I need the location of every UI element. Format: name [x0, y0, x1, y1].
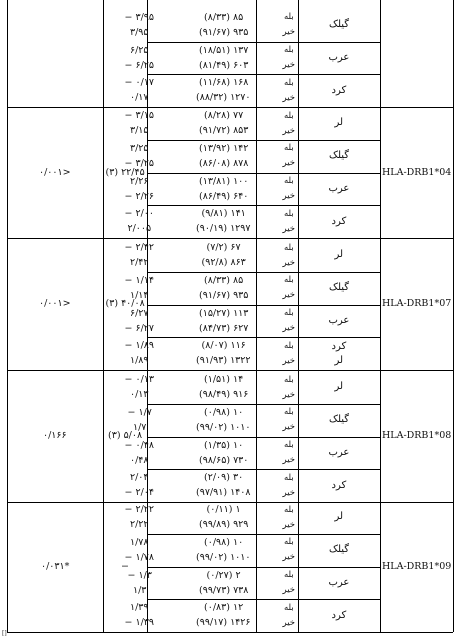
- residual-value: ۲/۲۶: [130, 175, 149, 187]
- count-cell: ۱۰۱۰ (۹۹/۰۲): [196, 551, 251, 563]
- count-cell: ۲ (۰/۲۷): [206, 569, 241, 581]
- residual-value: ۰/۴۸ −: [124, 439, 154, 451]
- residual-value: ۲/۲۲ −: [124, 504, 154, 515]
- group-rule: [147, 337, 380, 338]
- count-cell: ۱۳۲۲ (۹۱/۹۳): [196, 355, 251, 367]
- block-rule: [7, 238, 453, 239]
- count-cell: ۷۷ (۸/۲۸): [204, 110, 244, 121]
- answer-label: خیر: [282, 617, 296, 628]
- column-rule: [7, 0, 8, 632]
- answer-label: خیر: [282, 60, 296, 70]
- block-rule: [7, 107, 453, 108]
- count-cell: ۶۷ (۷/۲): [206, 242, 241, 253]
- answer-label: بله: [284, 12, 294, 23]
- count-cell: ۶۰۳ (۸۱/۴۹): [199, 59, 249, 71]
- residual-value: ۲/۲۲: [130, 519, 149, 530]
- chi-square-value: ۵/۰۸ (۳): [108, 430, 143, 441]
- ethnic-label: لر: [334, 117, 344, 129]
- residual-value: ۲/۴۲ −: [124, 242, 154, 253]
- answer-label: بله: [284, 242, 294, 253]
- answer-label: بله: [284, 570, 294, 580]
- residual-value: ۶/۲۵: [130, 44, 149, 56]
- group-rule: [147, 437, 380, 438]
- group-rule: [147, 74, 380, 75]
- answer-label: خیر: [282, 27, 296, 38]
- block-rule: [7, 502, 453, 503]
- ethnic-label: گیلک: [329, 150, 350, 162]
- count-cell: ۱۰ (۰/۹۸): [204, 536, 244, 548]
- answer-label: بله: [284, 143, 294, 154]
- column-rule: [380, 0, 381, 632]
- answer-label: بله: [284, 537, 294, 548]
- count-cell: ۱۶۸ (۱۱/۶۸): [199, 77, 249, 89]
- answer-label: بله: [284, 504, 294, 515]
- block-rule: [7, 632, 453, 633]
- count-cell: ۹۳۵ (۹۱/۶۷): [199, 289, 249, 301]
- answer-label: خیر: [282, 323, 296, 333]
- residual-value: ۳/۹۵ −: [124, 11, 154, 23]
- answer-label: بله: [284, 340, 294, 351]
- count-cell: ۶۴۰ (۸۶/۴۹): [199, 190, 249, 202]
- residual-value: ۱/۷۸ −: [124, 551, 154, 563]
- column-rule: [453, 0, 454, 632]
- residual-value: ۳/۲۵: [130, 142, 149, 154]
- p-value: <۰/۰۰۱: [39, 298, 71, 309]
- residual-value: ۱/۷۸: [130, 536, 149, 548]
- answer-label: بله: [284, 602, 294, 613]
- answer-label: بله: [284, 407, 294, 418]
- residual-value: ۱/۳ −: [127, 569, 152, 581]
- count-cell: ۸۶۳ (۹۲/۸): [201, 257, 246, 268]
- p-value: ۰/۱۶۶: [43, 430, 67, 441]
- answer-label: خیر: [282, 158, 296, 169]
- answer-label: خیر: [282, 585, 296, 595]
- column-rule: [256, 0, 257, 632]
- residual-value: ۰/۱۷: [130, 92, 149, 104]
- residual-value: ۱/۳: [133, 584, 147, 596]
- answer-label: بله: [284, 472, 294, 483]
- allele-label: HLA-DRB1*08: [382, 430, 452, 441]
- residual-value: ۰/۱۷ −: [124, 77, 154, 89]
- answer-label: بله: [284, 440, 294, 450]
- residual-value: ۱/۱۴ −: [124, 274, 154, 286]
- count-cell: ۷۳۸ (۹۹/۷۳): [199, 584, 249, 596]
- count-cell: ۱۱۳ (۱۵/۲۷): [199, 307, 249, 319]
- count-cell: ۸۵ (۸/۳۳): [204, 11, 244, 23]
- count-cell: ۷۳۰ (۹۸/۶۵): [199, 454, 249, 466]
- count-cell: ۱۴ (۱/۵۱): [204, 374, 244, 385]
- answer-label: خیر: [282, 257, 296, 268]
- answer-label: خیر: [282, 191, 296, 201]
- p-value: *۰/۰۳۱: [41, 561, 70, 572]
- residual-value: ۱/۳۹: [130, 602, 149, 614]
- count-cell: ۱۲ (۰/۸۳): [204, 602, 244, 614]
- residual-value: ۶/۲۷ −: [124, 322, 154, 334]
- count-cell: ۱۳۷ (۱۸/۵۱): [199, 44, 249, 56]
- ethnic-label: عرب: [328, 576, 350, 588]
- residual-value: ۱/۷ −: [127, 406, 152, 418]
- ethnic-label: کرد: [331, 215, 347, 227]
- answer-label: بله: [284, 208, 294, 219]
- chi-square-value: −: [121, 561, 129, 572]
- group-rule: [147, 272, 380, 273]
- residual-value: ۲/۲۶ −: [124, 190, 154, 202]
- residual-value: ۱/۱۴: [130, 289, 149, 301]
- ethnic-label: کرد: [331, 84, 347, 96]
- residual-value: ۶/۲۵ −: [124, 59, 154, 71]
- group-rule: [147, 305, 380, 306]
- residual-value: ۳/۱۵ −: [124, 110, 154, 121]
- count-cell: ۱۰۱۰ (۹۹/۰۲): [196, 421, 251, 433]
- ethnic-label: گیلک: [329, 544, 350, 556]
- count-cell: ۳۰ (۲/۰۹): [204, 472, 244, 484]
- answer-label: بله: [284, 275, 294, 286]
- ethnic-label: لر: [334, 355, 344, 367]
- count-cell: ۱۴۲۶ (۹۹/۱۷): [196, 617, 251, 629]
- ethnic-label: عرب: [328, 446, 350, 458]
- count-cell: ۱۰۰ (۱۳/۸۱): [199, 175, 249, 187]
- residual-value: ۲/۰۰ −: [124, 208, 154, 220]
- count-cell: ۱۴۰۸ (۹۷/۹۱): [196, 487, 251, 499]
- answer-label: خیر: [282, 455, 296, 465]
- count-cell: ۶۲۷ (۸۴/۷۳): [199, 322, 249, 334]
- ethnic-label: عرب: [328, 314, 350, 326]
- group-rule: [147, 140, 380, 141]
- ethnic-label: لر: [334, 249, 344, 261]
- group-rule: [147, 42, 380, 43]
- residual-value: ۰/۴۸: [130, 454, 149, 466]
- count-cell: ۱۴۱ (۹/۸۱): [201, 208, 246, 220]
- residual-value: ۱/۸۹: [130, 355, 149, 367]
- answer-label: خیر: [282, 290, 296, 301]
- residual-value: ۳/۲۵ −: [124, 157, 154, 169]
- genotype-table: [7, 0, 453, 632]
- residual-value: ۲/۴۲: [130, 257, 149, 268]
- count-cell: ۹۲۹ (۹۹/۸۹): [199, 519, 249, 530]
- count-cell: ۱۰ (۱/۳۵): [204, 439, 244, 451]
- answer-label: خیر: [282, 519, 296, 530]
- ethnic-label: کرد: [331, 341, 347, 353]
- answer-label: بله: [284, 374, 294, 385]
- answer-label: بله: [284, 45, 294, 55]
- residual-value: ۰/۱۳: [130, 389, 149, 400]
- ethnic-label: لر: [334, 511, 344, 523]
- residual-value: ۱/۸۹ −: [124, 340, 154, 352]
- count-cell: ۹۳۵ (۹۱/۶۷): [199, 26, 249, 38]
- allele-label: HLA-DRB1*07: [382, 298, 452, 309]
- chi-square-value: ۴۰/۰۸ (۳): [105, 298, 145, 309]
- chi-square-value: ۲۲/۴۵ (۳): [105, 166, 145, 178]
- allele-label: HLA-DRB1*09: [382, 561, 452, 572]
- count-cell: ۸۵ (۸/۳۳): [204, 274, 244, 286]
- group-rule: [147, 469, 380, 470]
- ethnic-label: لر: [334, 381, 344, 393]
- ethnic-label: گیلک: [329, 414, 350, 426]
- count-cell: ۹۱۶ (۹۸/۴۹): [199, 389, 249, 400]
- answer-label: خیر: [282, 487, 296, 498]
- ethnic-label: عرب: [328, 182, 350, 194]
- residual-value: ۶/۲۷: [130, 307, 149, 319]
- answer-label: بله: [284, 176, 294, 186]
- answer-label: خیر: [282, 422, 296, 433]
- ethnic-label: عرب: [328, 51, 350, 63]
- ethnic-label: گیلک: [329, 282, 350, 294]
- answer-label: خیر: [282, 125, 296, 136]
- residual-value: ۲/۰۰۵: [127, 223, 152, 235]
- answer-label: بله: [284, 110, 294, 121]
- answer-label: بله: [284, 77, 294, 88]
- answer-label: خیر: [282, 389, 296, 400]
- count-cell: ۱۰ (۰/۹۸): [204, 406, 244, 418]
- corner-mark: []: [2, 630, 7, 637]
- group-rule: [147, 534, 380, 535]
- answer-label: خیر: [282, 223, 296, 234]
- column-rule: [103, 0, 104, 632]
- residual-value: ۰/۱۳ −: [124, 374, 154, 385]
- ethnic-label: کرد: [331, 479, 347, 491]
- answer-label: خیر: [282, 92, 296, 103]
- count-cell: ۱۴۲ (۱۳/۹۲): [199, 142, 249, 154]
- ethnic-label: گیلک: [329, 19, 350, 31]
- count-cell: ۱۱۶ (۸/۰۷): [201, 340, 246, 352]
- count-cell: ۱۲۷۰ (۸۸/۳۲): [196, 92, 251, 104]
- residual-value: ۱/۳۹ −: [124, 617, 154, 629]
- count-cell: ۸۵۳ (۹۱/۷۲): [199, 125, 249, 136]
- group-rule: [147, 205, 380, 206]
- group-rule: [147, 567, 380, 568]
- residual-value: ۲/۰۴ −: [124, 487, 154, 499]
- block-rule: [7, 370, 453, 371]
- answer-label: بله: [284, 308, 294, 318]
- answer-label: خیر: [282, 552, 296, 563]
- column-rule: [298, 0, 299, 632]
- group-rule: [147, 599, 380, 600]
- residual-value: ۳/۱۵: [130, 125, 149, 136]
- count-cell: ۱۲۹۷ (۹۰/۱۹): [196, 223, 251, 235]
- allele-label: HLA-DRB1*04: [382, 166, 452, 178]
- residual-value: ۳/۹۵: [130, 26, 149, 38]
- p-value: <۰/۰۰۱: [39, 166, 71, 178]
- ethnic-label: کرد: [331, 609, 347, 621]
- residual-value: ۲/۰۴: [130, 472, 149, 484]
- residual-value: ۱/۷: [133, 421, 147, 433]
- count-cell: ۱ (۰/۱۱): [206, 504, 241, 515]
- answer-label: خیر: [282, 355, 296, 366]
- group-rule: [147, 173, 380, 174]
- group-rule: [147, 404, 380, 405]
- count-cell: ۸۷۸ (۸۶/۰۸): [199, 157, 249, 169]
